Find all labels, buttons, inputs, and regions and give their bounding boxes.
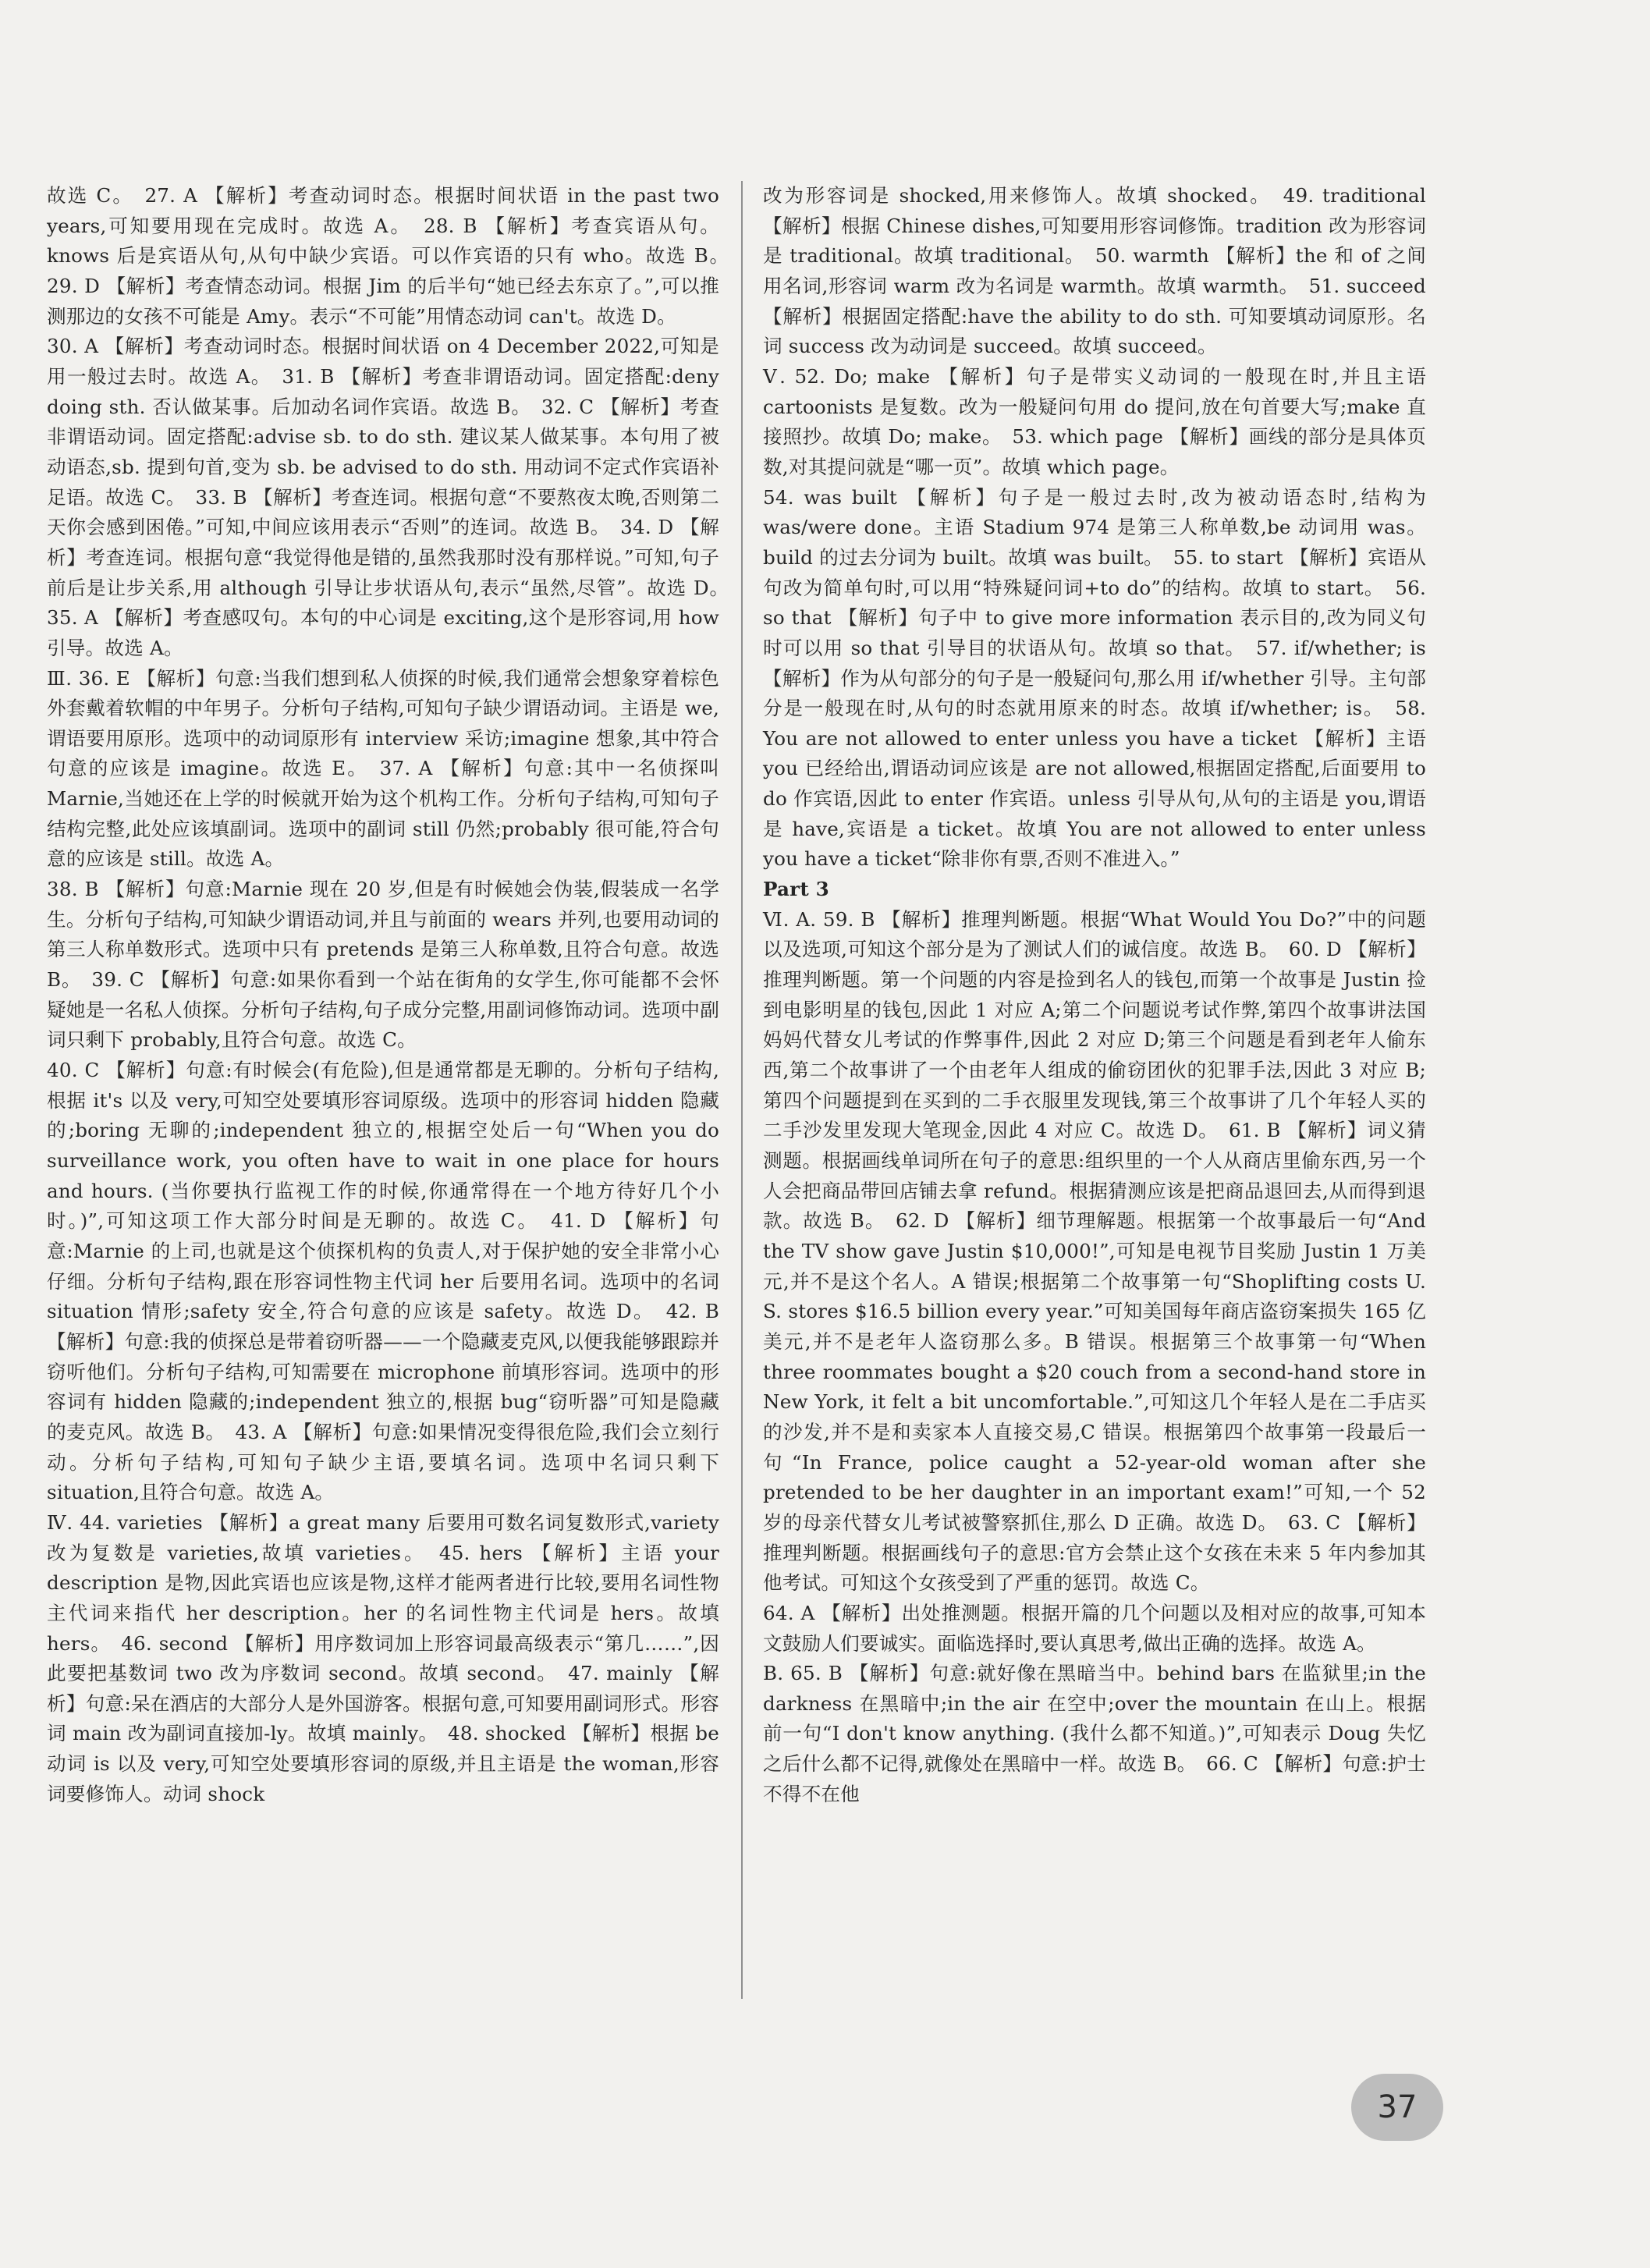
paragraph: Ⅴ. 52. Do; make 【解析】句子是带实义动词的一般现在时,并且主语 cartoonists 是复数。改为一般疑问句用 do 提问,放在句首要大写;make 直接照抄。故填 Do; make。 53. which page 【解析】画线的部分是具体页数,对其提问就是“哪一页”。故填 which page。 [763,364,1426,478]
left-column [47,181,739,1809]
section-heading: Part 3 [763,878,829,901]
page-number: 37 [1351,2074,1443,2141]
paragraph: 64. A 【解析】出处推测题。根据开篇的几个问题以及相对应的故事,可知本文鼓励人们要诚实。面临选择时,要认真思考,做出正确的选择。故选 A。 [763,1601,1426,1655]
paragraph: Ⅳ. 44. varieties 【解析】a great many 后要用可数名词复数形式,variety 改为复数是 varieties,故填 varieties。 45. hers 【解析】主语 your description 是物,因此宾语也应该是物,这样才能两者进行比较,要用名词性物主代词来指代 her description。her 的名词性物主代词是 hers。故填 hers。 46. second 【解析】用序数词加上形容词最高级表示“第几……”,因此要把基数词 two 改为序数词 second。故填 second。 47. mainly 【解析】句意:呆在酒店的大部分人是外国游客。根据句意,可知要用副词形式。形容词 main 改为副词直接加-ly。故填 mainly。 48. shocked 【解析】根据 be 动词 is 以及 very,可知空处要填形容词的原级,并且主语是 the woman,形容词要修饰人。动词 shock [47,1510,719,1805]
paragraph: Ⅵ. A. 59. B 【解析】推理判断题。根据“What Would You Do?”中的问题以及选项,可知这个部分是为了测试人们的诚信度。故选 B。 60. D 【解析】推理判断题。第一个问题的内容是捡到名人的钱包,而第一个故事是 Justin 捡到电影明星的钱包,因此 1 对应 A;第二个问题说考试作弊,第四个故事讲法国妈妈代替女儿考试的作弊事件,因此 2 对应 D;第三个问题是看到老年人偷东西,第二个故事讲了一个由老年人组成的偷窃团伙的犯罪手法,因此 3 对应 B;第四个问题提到在买到的二手衣服里发现钱,第三个故事讲了几个年轻人买的二手沙发里发现大笔现金,因此 4 对应 C。故选 D。 61. B 【解析】词义猜测题。根据画线单词所在句子的意思:组织里的一个人从商店里偷东西,另一个人会把商品带回店铺去拿 refund。根据猜测应该是把商品退回去,从而得到退款。故选 B。 62. D 【解析】细节理解题。根据第一个故事最后一句“And the TV show gave Justin $10,000!”,可知是电视节目奖励 Justin 1 万美元,并不是这个名人。A 错误;根据第二个故事第一句“Shoplifting costs U. S. stores $16.5 billion every year.”可知美国每年商店盗窃案损失 165 亿美元,并不是老年人盗窃那么多。B 错误。根据第三个故事第一句“When three roommates bought a $20 couch from a second-hand store in New York, it felt a bit uncomfortable.”,可知这几个年轻人是在二手店买的沙发,并不是和卖家本人直接交易,C 错误。根据第四个故事第一段最后一句“In France, police caught a 52-year-old woman after she pretended to be her daughter in an important exam!”可知,一个 52 岁的母亲代替女儿考试被警察抓住,那么 D 正确。故选 D。 63. C 【解析】推理判断题。根据画线句子的意思:官方会禁止这个女孩在未来 5 年内参加其他考试。可知这个女孩受到了严重的惩罚。故选 C。 [763,907,1426,1595]
paragraph: 38. B 【解析】句意:Marnie 现在 20 岁,但是有时候她会伪装,假装成一名学生。分析句子结构,可知缺少谓语动词,并且与前面的 wears 并列,也要用动词的第三人称单数形式。选项中只有 pretends 是第三人称单数,且符合句意。故选 B。 39. C 【解析】句意:如果你看到一个站在街角的女学生,你可能都不会怀疑她是一名私人侦探。分析句子结构,句子成分完整,用副词修饰动词。选项中副词只剩下 probably,且符合句意。故选 C。 [47,878,719,1052]
paragraph: Ⅲ. 36. E 【解析】句意:当我们想到私人侦探的时候,我们通常会想象穿着棕色外套戴着软帽的中年男子。分析句子结构,可知句子缺少谓语动词。主语是 we,谓语要用原形。选项中的动词原形有 interview 采访;imagine 想象,其中符合句意的应该是 imagine。故选 E。 37. A 【解析】句意:其中一名侦探叫 Marnie,当她还在上学的时候就开始为这个机构工作。分析句子结构,可知句子结构完整,此处应该填副词。选项中的副词 still 仍然;probably 很可能,符合句意的应该是 still。故选 A。 [47,666,719,871]
paragraph: 30. A 【解析】考查动词时态。根据时间状语 on 4 December 2022,可知是用一般过去时。故选 A。 31. B 【解析】考查非谓语动词。固定搭配:deny doing sth. 否认做某事。后加动名词作宾语。故选 B。 32. C 【解析】考查非谓语动词。固定搭配:advise sb. to do sth. 建议某人做某事。本句用了被动语态,sb. 提到句首,变为 sb. be advised to do sth. 用动词不定式作宾语补足语。故选 C。 33. B 【解析】考查连词。根据句意“不要熬夜太晚,否则第二天你会感到困倦。”可知,中间应该用表示“否则”的连词。故选 B。 34. D 【解析】考查连词。根据句意“我觉得他是错的,虽然我那时没有那样说。”可知,句子前后是让步关系,用 although 引导让步状语从句,表示“虽然,尽管”。故选 D。 35. A 【解析】考查感叹句。本句的中心词是 exciting,这个是形容词,用 how 引导。故选 A。 [47,335,739,659]
right-column [763,181,1426,1809]
paragraph: 40. C 【解析】句意:有时候会(有危险),但是通常都是无聊的。分析句子结构,根据 it's 以及 very,可知空处要填形容词原级。选项中的形容词 hidden 隐藏的;boring 无聊的;independent 独立的,根据空处后一句“When you do surveillance work, you often have to wait in one place for hours and hours. (当你要执行监视工作的时候,你通常得在一个地方待好几个小时。)”,可知这项工作大部分时间是无聊的。故选 C。 41. D 【解析】句意:Marnie 的上司,也就是这个侦探机构的负责人,对于保护她的安全非常小心仔细。分析句子结构,跟在形容词性物主代词 her 后要用名词。选项中的名词 situation 情形;safety 安全,符合句意的应该是 safety。故选 D。 42. B 【解析】句意:我的侦探总是带着窃听器——一个隐藏麦克风,以便我能够跟踪并窃听他们。分析句子结构,可知需要在 microphone 前填形容词。选项中的形容词有 hidden 隐藏的;independent 独立的,根据 bug“窃听器”可知是隐藏的麦克风。故选 B。 43. A 【解析】句意:如果情况变得很危险,我们会立刻行动。分析句子结构,可知句子缺少主语,要填名词。选项中名词只剩下 situation,且符合句意。故选 A。 [47,1059,719,1504]
paragraph: 改为形容词是 shocked,用来修饰人。故填 shocked。 49. traditional 【解析】根据 Chinese dishes,可知要用形容词修饰。tradition 改为形容词是 traditional。故填 traditional。 50. warmth 【解析】the 和 of 之间用名词,形容词 warm 改为名词是 warmth。故填 warmth。 51. succeed 【解析】根据固定搭配:have the ability to do sth. 可知要填动词原形。名词 success 改为动词是 succeed。故填 succeed。 [763,184,1426,358]
paragraph: B. 65. B 【解析】句意:就好像在黑暗当中。behind bars 在监狱里;in the darkness 在黑暗中;in the air 在空中;over the mountain 在山上。根据前一句“I don't know anything. (我什么都不知道。)”,可知表示 Doug 失忆之后什么都不记得,就像处在黑暗中一样。故选 B。 66. C 【解析】句意:护士不得不在他 [763,1662,1426,1805]
paragraph: 54. was built 【解析】句子是一般过去时,改为被动语态时,结构为 was/were done。主语 Stadium 974 是第三人称单数,be 动词用 was。build 的过去分词为 built。故填 was built。 55. to start 【解析】宾语从句改为简单句时,可以用“特殊疑问词+to do”的结构。故填 to start。 56. so that 【解析】句子中 to give more information 表示目的,改为同义句时可以用 so that 引导目的状语从句。故填 so that。 57. if/whether; is 【解析】作为从句部分的句子是一般疑问句,那么用 if/whether 引导。主句部分是一般现在时,从句的时态就用原来的时态。故填 if/whether; is。 58. You are not allowed to enter unless you have a ticket 【解析】主语 you 已经给出,谓语动词应该是 are not allowed,根据固定搭配,后面要用 to do 作宾语,因此 to enter 作宾语。unless 引导从句,从句的主语是 you,谓语是 have,宾语是 a ticket。故填 You are not allowed to enter unless you have a ticket“除非你有票,否则不准进入。” [763,485,1426,871]
paragraph: 故选 C。 27. A 【解析】考查动词时态。根据时间状语 in the past two years,可知要用现在完成时。故选 A。 28. B 【解析】考查宾语从句。knows 后是宾语从句,从句中缺少宾语。可以作宾语的只有 who。故选 B。 29. D 【解析】考查情态动词。根据 Jim 的后半句“她已经去东京了。”,可以推测那边的女孩不可能是 Amy。表示“不可能”用情态动词 can't。故选 D。 [47,184,739,328]
column-divider [741,181,743,1999]
